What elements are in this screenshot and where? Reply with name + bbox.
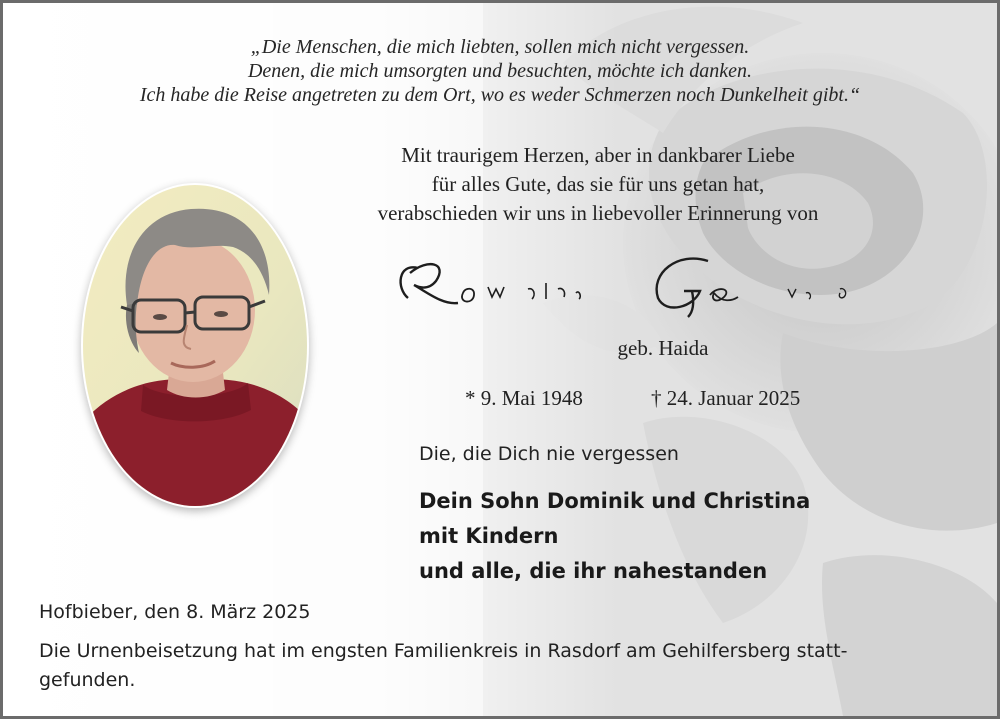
burial-notice	[39, 637, 979, 695]
burial-line: Die Urnenbeisetzung hat im engsten Familienkreis in Rasdorf am Gehilfersberg statt-	[39, 640, 848, 662]
place-and-date: Hofbieber, den 8. März 2025	[39, 601, 311, 623]
memorial-quote	[3, 35, 997, 107]
farewell-intro	[318, 141, 878, 228]
intro-line: für alles Gute, das sie für uns getan hat,	[431, 172, 765, 196]
quote-line: Ich habe die Reise angetreten zu dem Ort, wo es weder Schmerzen noch Dunkelheit gibt.“	[139, 84, 861, 106]
mourners-list	[419, 484, 810, 589]
burial-line: gefunden.	[39, 669, 136, 691]
mourner-line: und alle, die ihr nahestanden	[419, 559, 768, 583]
intro-line: verabschieden wir uns in liebevoller Erinnerung von	[377, 201, 819, 225]
name-signature-script	[388, 243, 888, 323]
maiden-name: geb. Haida	[617, 336, 709, 360]
intro-line: Mit traurigem Herzen, aber in dankbarer Liebe	[401, 143, 795, 167]
mourner-line: Dein Sohn Dominik und Christina	[419, 489, 811, 513]
quote-line: „Die Menschen, die mich liebten, sollen mich nicht vergessen.	[250, 36, 750, 58]
portrait-photo-frame	[81, 183, 309, 508]
birth-date: * 9. Mai 1948	[465, 386, 583, 410]
mourner-line: mit Kindern	[419, 524, 559, 548]
mourners-intro: Die, die Dich nie vergessen	[419, 443, 679, 465]
death-date: † 24. Januar 2025	[651, 386, 801, 410]
quote-line: Denen, die mich umsorgten und besuchten, möchte ich danken.	[247, 60, 753, 82]
portrait-photo	[83, 185, 307, 506]
